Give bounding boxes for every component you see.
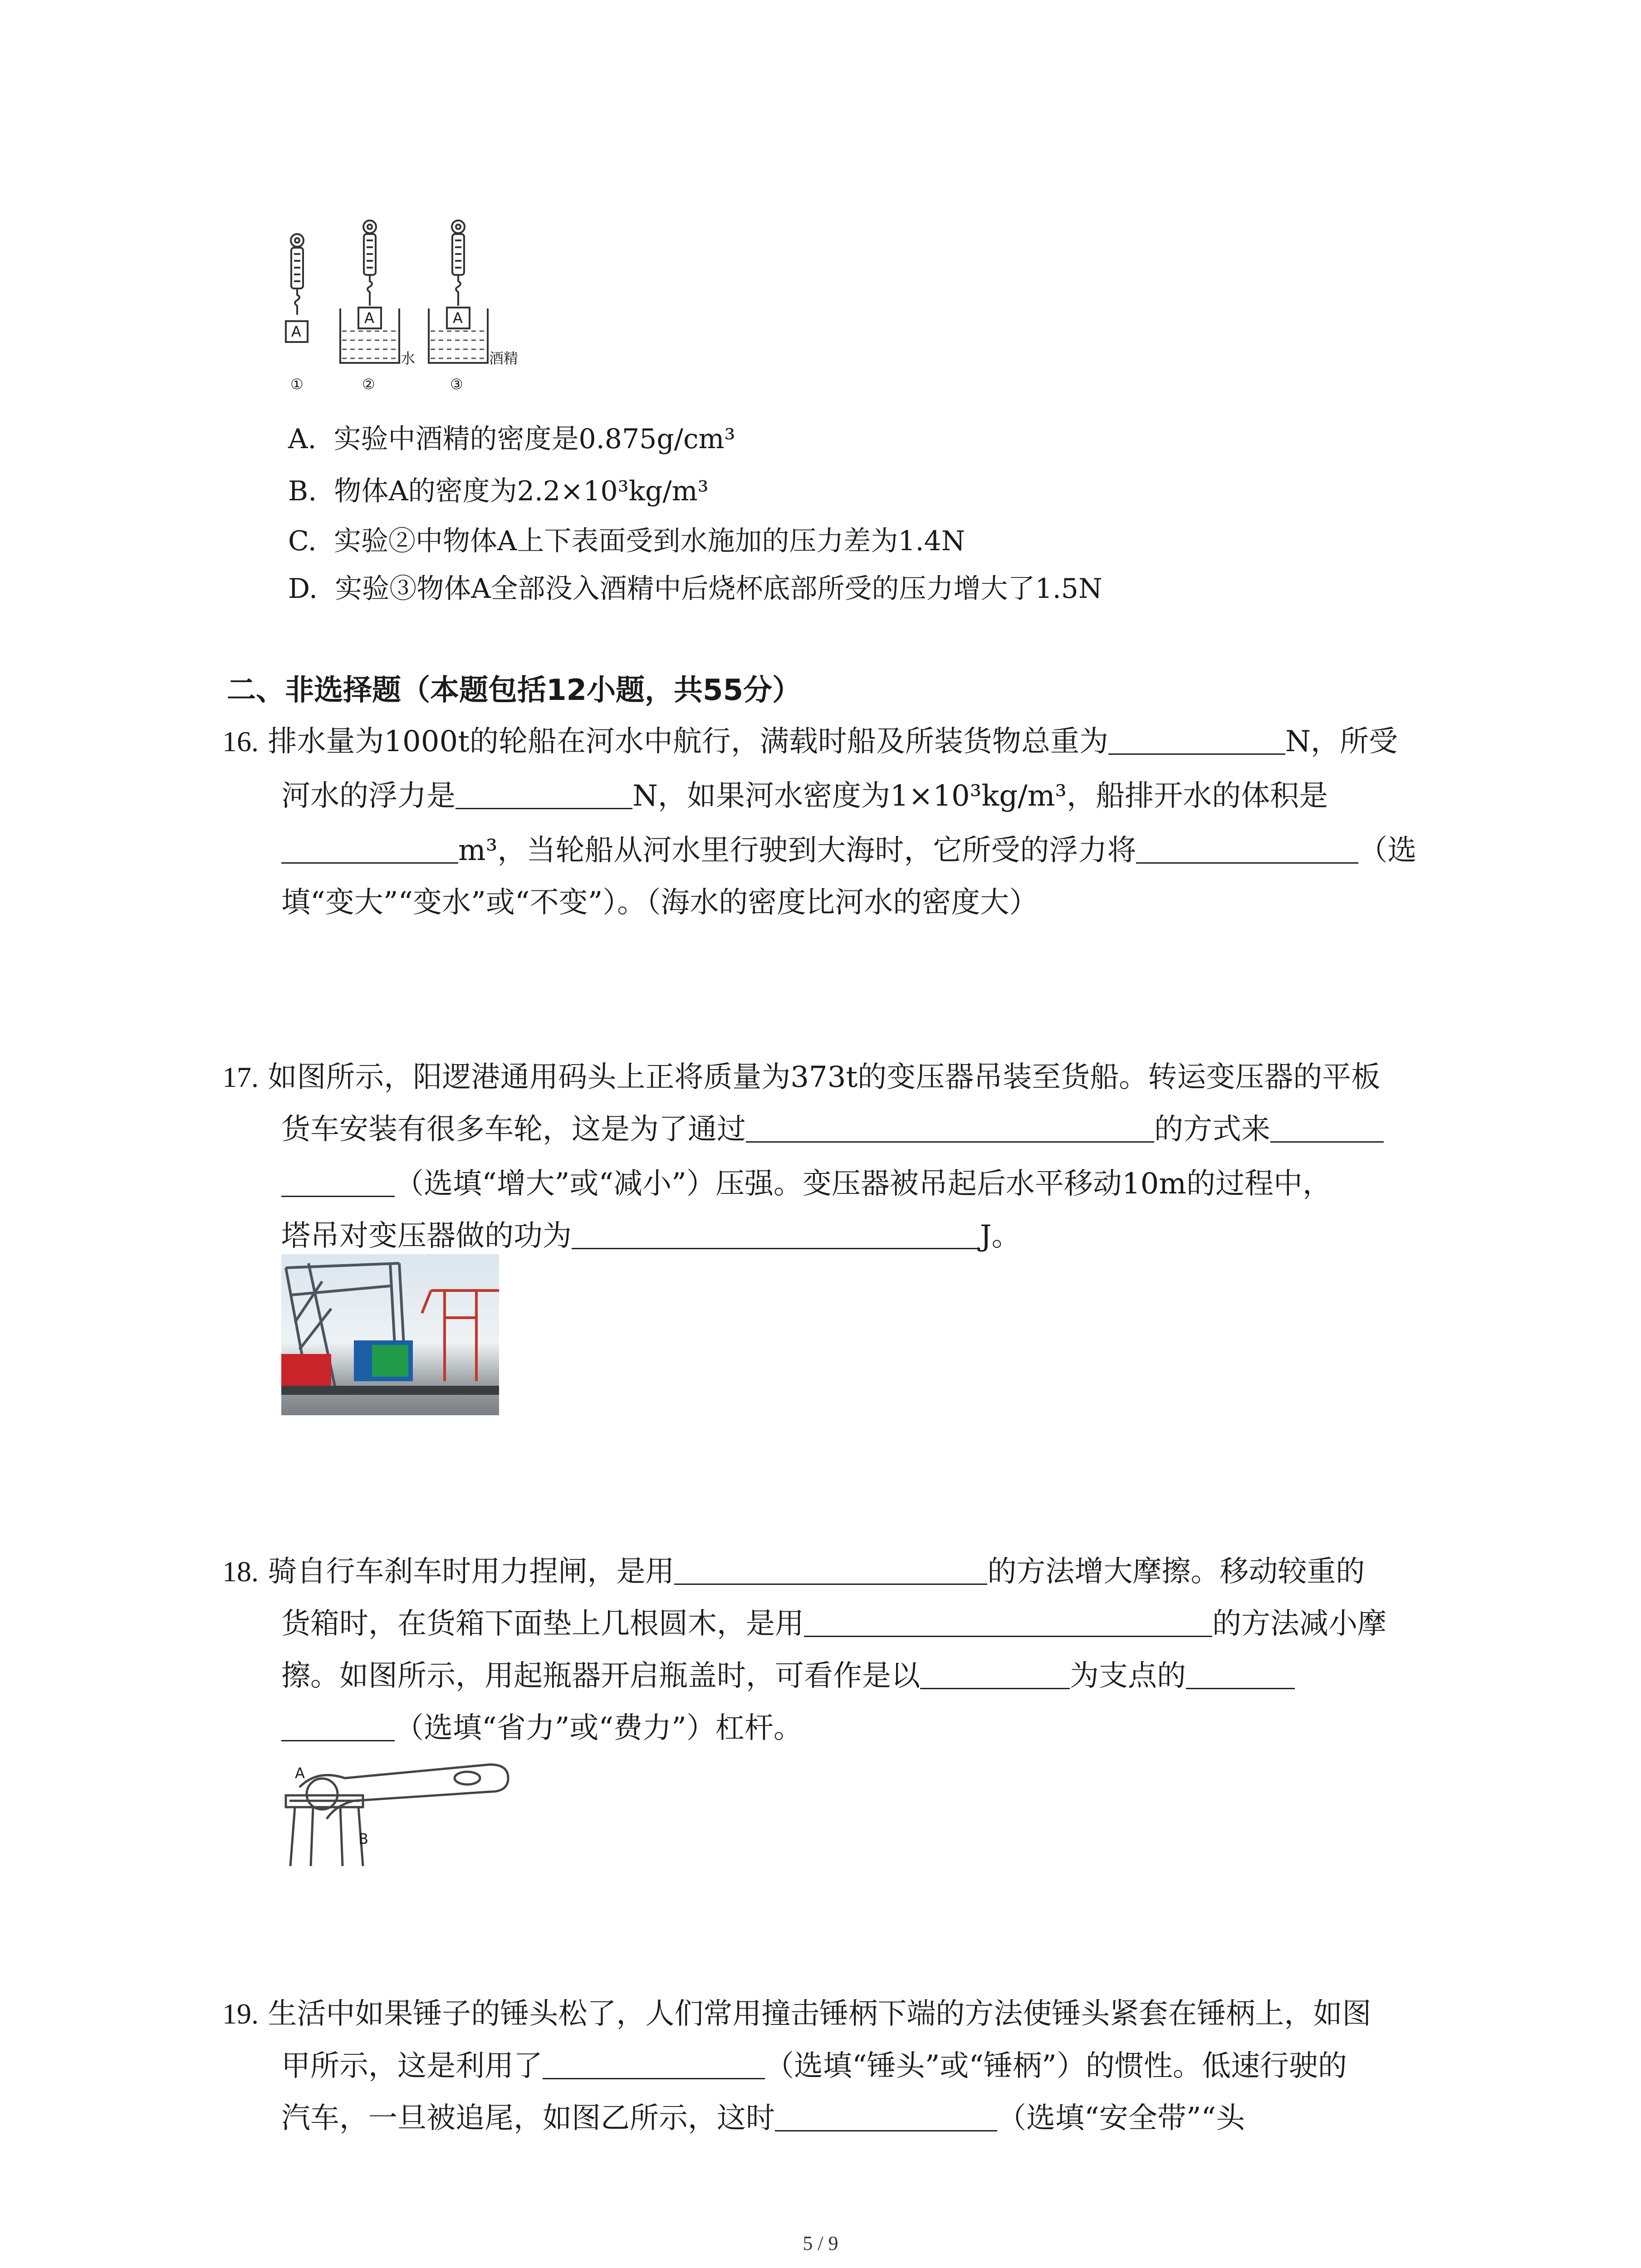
question-number: 19. xyxy=(222,1998,259,2030)
question-number: 16. xyxy=(222,725,259,758)
q16-line-2 xyxy=(281,778,1328,814)
q18-text-3a: 擦。如图所示，用起瓶器开启瓶盖时，可看作是以 xyxy=(281,1659,920,1693)
q19-text-3a: 汽车，一旦被追尾，如图乙所示，这时 xyxy=(281,2102,775,2135)
alcohol-label: 酒精 xyxy=(489,350,519,367)
q18-text-1b: 的方法增大摩擦。移动较重的 xyxy=(987,1555,1365,1589)
option-label: B. xyxy=(288,475,317,507)
option-text: 实验②中物体A上下表面受到水施加的压力差为1.4N xyxy=(334,525,965,557)
answer-blank[interactable] xyxy=(281,1168,395,1197)
q16-text-2a: 河水的浮力是 xyxy=(281,779,456,813)
q18-text-4: （选填“省力”或“费力”）杠杆。 xyxy=(395,1711,803,1745)
block-a-label-3: A xyxy=(453,309,463,327)
q16-text-1a: 排水量为1000t的轮船在河水中航行，满载时船及所装货物总重为 xyxy=(268,725,1108,758)
q19-text-2b: （选填“锤头”或“锤柄”）的惯性。低速行驶的 xyxy=(765,2049,1347,2083)
apparatus-drawing xyxy=(272,218,544,408)
label-3: ③ xyxy=(450,376,463,393)
answer-blank[interactable] xyxy=(1108,726,1285,755)
q17-text-3: （选填“增大”或“减小”）压强。变压器被吊起后水平移动10m的过程中， xyxy=(395,1167,1332,1201)
q16-line-4 xyxy=(281,885,1038,921)
question-number: 17. xyxy=(222,1061,259,1093)
option-text: 实验中酒精的密度是0.875g/cm³ xyxy=(333,423,735,455)
q15-option-c xyxy=(288,519,965,558)
answer-blank[interactable] xyxy=(281,835,458,864)
apparatus-figure xyxy=(272,218,544,408)
q16-text-2b: N，如果河水密度为1×10³kg/m³，船排开水的体积是 xyxy=(632,779,1328,813)
q18-text-1a: 骑自行车刹车时用力捏闸，是用 xyxy=(268,1555,675,1589)
q19-text-3b: （选填“安全带”“头 xyxy=(997,2102,1245,2135)
option-label: D. xyxy=(288,573,318,605)
q19-line-2 xyxy=(281,2048,1347,2084)
q18-line-3 xyxy=(281,1658,1295,1694)
answer-blank[interactable] xyxy=(920,1661,1070,1689)
answer-blank[interactable] xyxy=(543,2051,765,2079)
q18-line-1 xyxy=(222,1554,1365,1590)
q18-text-2a: 货箱时，在货箱下面垫上几根圆木，是用 xyxy=(281,1607,804,1641)
answer-blank[interactable] xyxy=(456,781,632,809)
q17-text-1: 如图所示，阳逻港通用码头上正将质量为373t的变压器吊装至货船。转运变压器的平板 xyxy=(268,1061,1381,1094)
block-a-label-2: A xyxy=(364,309,374,327)
q19-line-3 xyxy=(281,2100,1245,2136)
option-text: 实验③物体A全部没入酒精中后烧杯底部所受的压力增大了1.5N xyxy=(335,573,1102,605)
q16-text-1b: N，所受 xyxy=(1285,725,1398,758)
q17-text-4b: J。 xyxy=(980,1219,1021,1253)
q18-line-4 xyxy=(281,1710,803,1746)
q17-line-4 xyxy=(281,1218,1021,1254)
q15-option-b xyxy=(288,469,709,508)
q19-text-1: 生活中如果锤子的锤头松了，人们常用撞击锤柄下端的方法使锤头紧套在锤柄上，如图 xyxy=(268,1997,1372,2031)
answer-blank[interactable] xyxy=(674,1556,987,1585)
q15-option-d xyxy=(288,567,1102,606)
q17-line-1 xyxy=(222,1059,1380,1095)
q17-line-3 xyxy=(281,1166,1332,1202)
answer-blank[interactable] xyxy=(1186,1661,1295,1689)
answer-blank[interactable] xyxy=(281,1713,395,1741)
bottle-opener-figure xyxy=(272,1755,517,1873)
q17-line-2 xyxy=(281,1111,1384,1148)
answer-blank[interactable] xyxy=(1270,1114,1384,1143)
answer-blank[interactable] xyxy=(804,1608,1212,1637)
crane-drawing xyxy=(281,1254,499,1415)
option-text: 物体A的密度为2.2×10³kg/m³ xyxy=(334,475,709,507)
fig-label-b: B xyxy=(358,1830,368,1848)
q18-text-2b: 的方法减小摩 xyxy=(1212,1607,1386,1641)
fig-label-a: A xyxy=(295,1765,305,1782)
q16-line-3 xyxy=(281,832,1416,869)
water-label: 水 xyxy=(401,350,416,367)
q17-text-2a: 货车安装有很多车轮，这是为了通过 xyxy=(281,1113,746,1146)
answer-blank[interactable] xyxy=(746,1114,1154,1143)
bottle-opener-drawing xyxy=(272,1755,517,1873)
q16-text-3b: （选 xyxy=(1358,834,1417,867)
q16-line-1 xyxy=(222,723,1398,760)
answer-blank[interactable] xyxy=(572,1221,980,1249)
block-a-label-1: A xyxy=(291,323,301,340)
label-1: ① xyxy=(290,376,304,393)
q16-text-4: 填“变大”“变水”或“不变”）。（海水的密度比河水的密度大） xyxy=(281,886,1038,919)
page-number: 5 / 9 xyxy=(803,2232,838,2254)
option-label: A. xyxy=(288,423,317,455)
q18-text-3b: 为支点的 xyxy=(1070,1659,1186,1693)
question-number: 18. xyxy=(222,1555,259,1588)
crane-photo xyxy=(281,1254,499,1415)
label-2: ② xyxy=(362,376,375,393)
q19-line-1 xyxy=(222,1996,1371,2032)
answer-blank[interactable] xyxy=(1136,835,1358,864)
section-2-title: 二、非选择题（本题包括12小题，共55分） xyxy=(227,674,802,707)
q17-text-2b: 的方式来 xyxy=(1154,1113,1270,1146)
q15-option-a xyxy=(288,417,735,456)
q19-text-2a: 甲所示，这是利用了 xyxy=(281,2049,543,2083)
q18-line-2 xyxy=(281,1606,1386,1642)
answer-blank[interactable] xyxy=(775,2103,997,2131)
option-label: C. xyxy=(288,525,317,557)
q16-text-3a: m³，当轮船从河水里行驶到大海时，它所受的浮力将 xyxy=(458,834,1136,867)
q17-text-4a: 塔吊对变压器做的功为 xyxy=(281,1219,572,1253)
